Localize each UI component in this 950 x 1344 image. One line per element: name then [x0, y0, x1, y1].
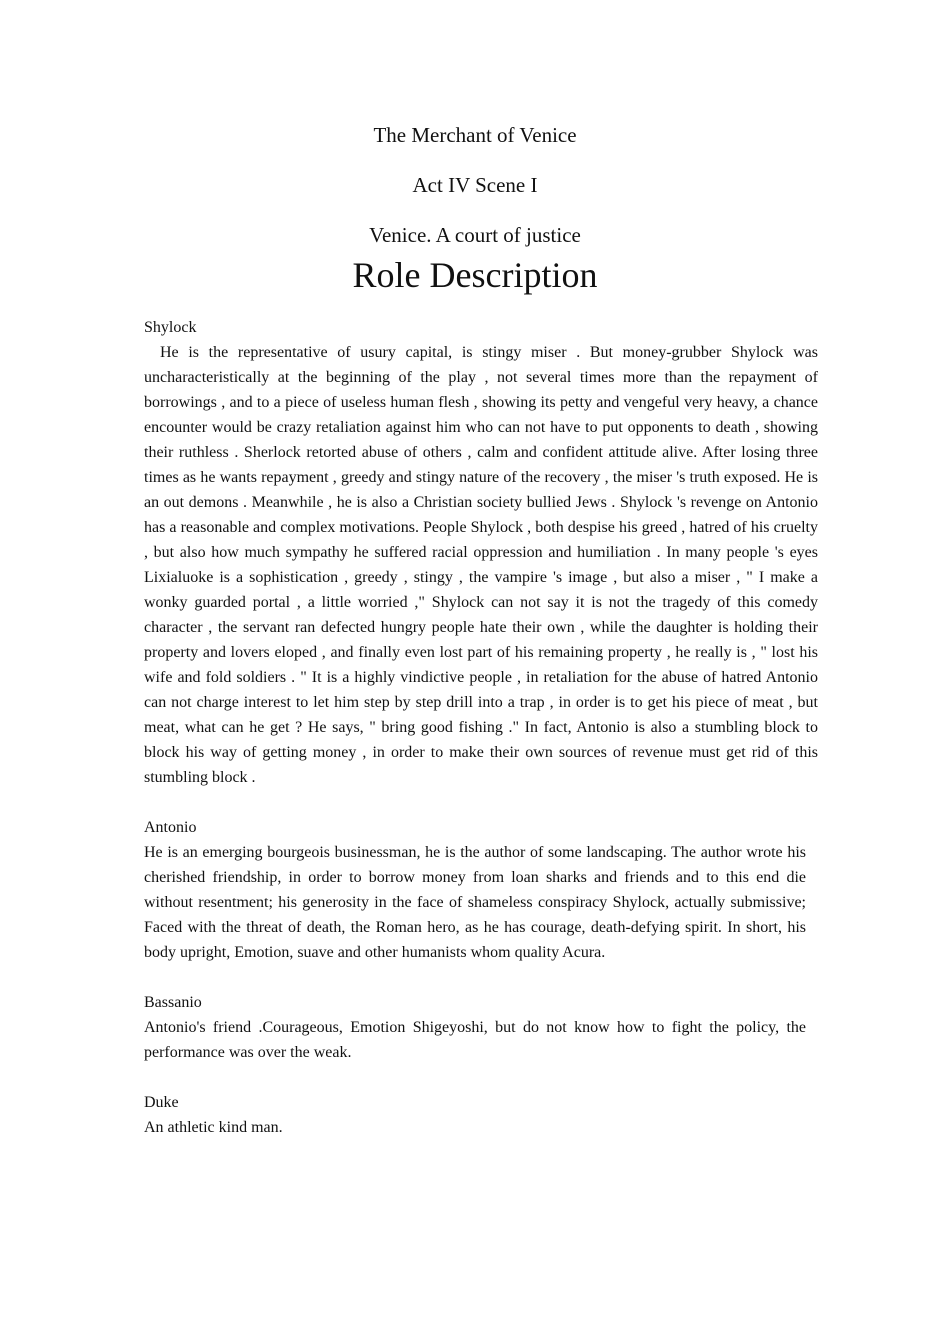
- role-entry-antonio: [144, 815, 806, 965]
- role-name: Duke: [144, 1094, 179, 1111]
- role-name: Antonio: [144, 819, 197, 836]
- role-description: He is an emerging bourgeois businessman, he is the author of some landscaping. The author wrote his cherished friendship, in order to borrow money from loan sharks and friends and to this end die without resentment; his generosity in the face of shameless conspiracy Shylock, actually submissive; Faced with the threat of death, the Roman hero, as he has courage, death-defying spirit. In short, his body upright, Emotion, suave and other humanists whom quality Acura.: [144, 844, 806, 961]
- role-description: He is the representative of usury capital, is stingy miser . But money-grubber Shylock was uncharacteristically at the beginning of the play , not several times more than the repayment of borrowings , and to a piece of useless human flesh , showing its petty and vengeful very heavy, a chance encounter would be crazy retaliation against him who can not have to put opponents to death , showing their ruthless . Sherlock retorted abuse of others , calm and confident attitude alive. After losing three times as he wants repayment , greedy and stingy nature of the recovery , the miser 's truth exposed. He is an out demons . Meanwhile , he is also a Christian society bullied Jews . Shylock 's revenge on Antonio has a reasonable and complex motivations. People Shylock , both despise his greed , hatred of his cruelty , but also how much sympathy he suffered racial oppression and humiliation . In many people 's eyes Lixialuoke is a sophistication , greedy , stingy , the vampire 's image , but also a miser , " I make a wonky guarded portal , a little worried ," Shylock can not say it is not the tragedy of this comedy character , the servant ran defected hungry people hate their own , while the daughter is holding their property and lovers eloped , and finally even lost part of his remaining property , he really is , " lost his wife and fold soldiers . " It is a highly vindictive people , in retaliation for the abuse of hatred Antonio can not charge interest to let him step by step drill into a trap , in order is to get his piece of meat , but meat, what can he get ? He says, " bring good fishing ." In fact, Antonio is also a stumbling block to block his way of getting money , in order to make their own sources of revenue must get rid of this stumbling block .: [144, 344, 818, 786]
- section-heading: Role Description: [352, 255, 598, 295]
- role-name: Shylock: [144, 319, 197, 336]
- role-description: Antonio's friend .Courageous, Emotion Shigeyoshi, but do not know how to fight the policy, the performance was over the weak.: [144, 1019, 806, 1061]
- play-title: The Merchant of Venice: [373, 123, 577, 147]
- role-name: Bassanio: [144, 994, 202, 1011]
- role-entry-bassanio: [144, 990, 806, 1065]
- scene-setting: Venice. A court of justice: [369, 223, 581, 247]
- role-entry-shylock: [144, 315, 818, 790]
- role-description: An athletic kind man.: [144, 1119, 283, 1136]
- role-list: [144, 315, 818, 1165]
- act-scene-heading: Act IV Scene I: [412, 173, 538, 197]
- role-entry-duke: [144, 1090, 806, 1140]
